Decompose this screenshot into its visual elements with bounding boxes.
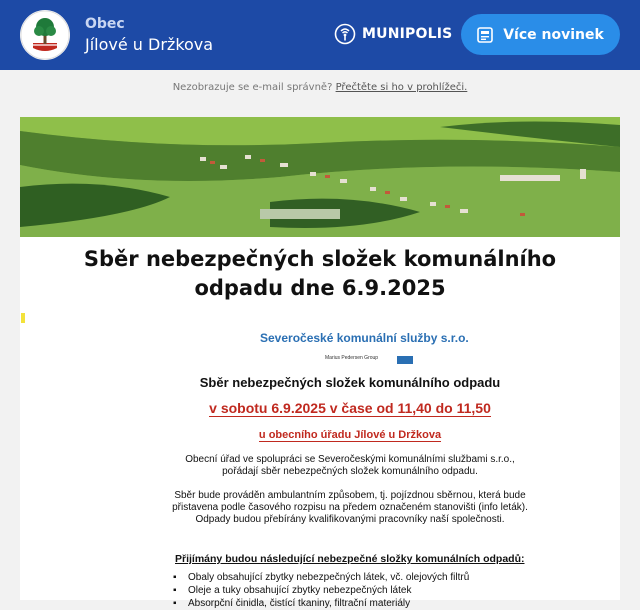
highlight-marker — [21, 313, 25, 323]
municipality-logo[interactable] — [20, 10, 70, 60]
hero-landscape-image — [20, 117, 620, 237]
notice-text: Nezobrazuje se e-mail správně? — [172, 82, 336, 93]
list-item: ▪ Oleje a tuky obsahující zbytky nebezpečných látek — [188, 584, 469, 597]
flyer-place-text: u obecního úřadu Jílové u Držkova — [258, 429, 442, 441]
obec-label: Obec — [85, 16, 125, 32]
municipality-name: Jílové u Držkova — [85, 35, 214, 54]
more-news-label: Více novinek — [503, 26, 604, 43]
more-news-button[interactable] — [461, 14, 620, 55]
view-in-browser-link[interactable]: Přečtěte si ho v prohlížeči. — [335, 82, 468, 93]
flyer-date — [160, 400, 540, 416]
flyer-list-title: Přijímány budou následující nebezpečné složky komunálních odpadů: — [175, 553, 525, 565]
list-item: ▪ Obaly obsahující zbytky nebezpečných látek, vč. olejových filtrů — [188, 571, 469, 584]
waste-items-list — [188, 571, 469, 610]
article-title: Sběr nebezpečných složek komunálního odpadu dne 6.9.2025 — [83, 247, 557, 300]
group-name: Marius Pedersen Group — [325, 355, 379, 361]
flyer-paragraph-2: Sběr bude prováděn ambulantním způsobem, tj. pojízdnou sběrnou, která bude přistavena podle časového rozpisu na předem označeném stanovišti (info leták). Odpady budou přebírány kvalifikovanými pracovníky naší společnosti. — [172, 490, 528, 525]
newspaper-icon — [477, 27, 493, 43]
broadcast-icon — [334, 23, 356, 45]
list-item: ▪ Absorpční činidla, čistící tkaniny, filtrační materiály — [188, 597, 469, 610]
article-card — [20, 117, 620, 609]
browser-notice — [0, 82, 640, 93]
munipolis-label: MUNIPOLIS — [362, 26, 453, 42]
header-bar — [0, 0, 640, 70]
flyer-place — [160, 429, 540, 441]
company-flag-icon — [397, 354, 413, 366]
company-name: Severočeské komunální služby s.r.o. — [260, 331, 469, 345]
flyer-date-text: v sobotu 6.9.2025 v čase od 11,40 do 11,50 — [209, 400, 491, 416]
flyer-paragraph-1: Obecní úřad ve spolupráci se Severočeskými komunálními službami s.r.o., pořádají sběr nebezpečných složek komunálního odpadu. — [185, 454, 515, 477]
flyer-title: Sběr nebezpečných složek komunálního odpadu — [199, 375, 501, 390]
munipolis-brand[interactable] — [334, 23, 452, 45]
